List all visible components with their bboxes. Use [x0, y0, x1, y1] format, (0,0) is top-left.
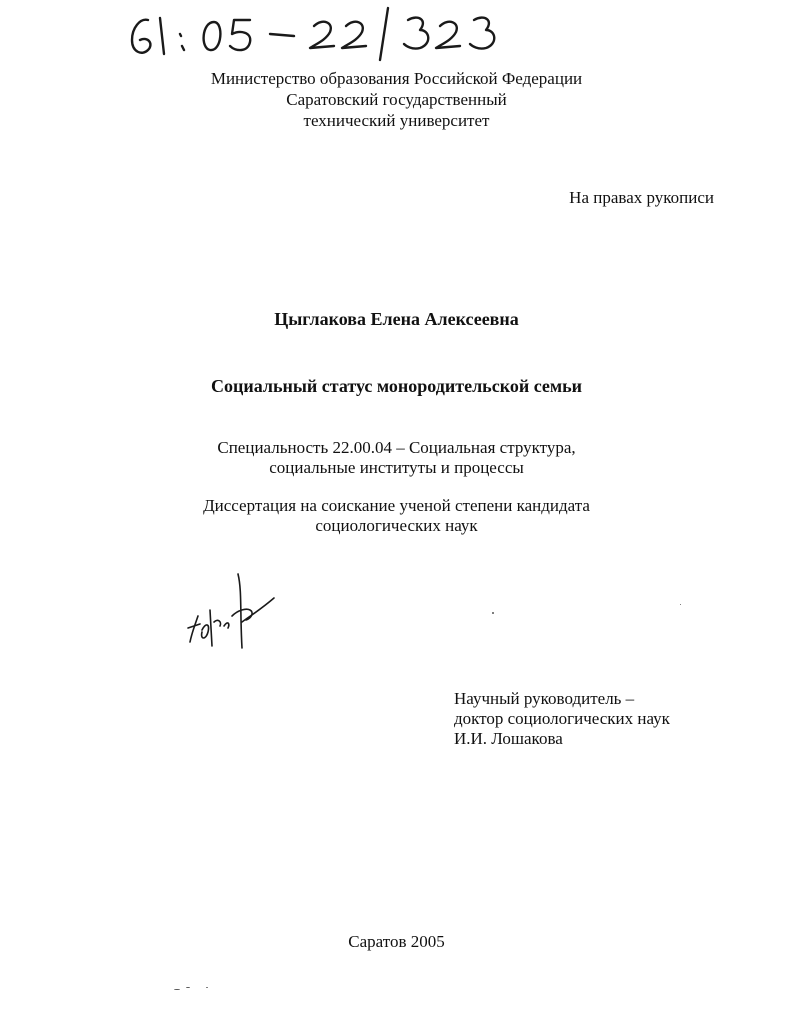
university-line-2: технический университет: [303, 111, 490, 130]
supervisor-name: И.И. Лошакова: [454, 729, 563, 748]
dissertation-title: Социальный статус монородительской семьи: [210, 376, 583, 396]
scan-speck: [206, 987, 208, 988]
scan-speck: [492, 612, 494, 614]
supervisor-label: Научный руководитель –: [454, 689, 635, 708]
ministry-line: Министерство образования Российской Федерации: [210, 69, 583, 88]
handwritten-signature: [180, 570, 280, 650]
degree-line-2: социологических наук: [315, 516, 478, 535]
manuscript-rights-note: На правах рукописи: [569, 188, 714, 207]
degree-line-1: Диссертация на соискание ученой степени кандидата: [203, 496, 590, 515]
university-line-1: Саратовский государственный: [286, 90, 507, 109]
specialty-line-2: социальные институты и процессы: [269, 458, 524, 477]
scan-speck: [174, 989, 180, 990]
scan-speck: [186, 987, 190, 988]
author-name: Цыглакова Елена Алексеевна: [274, 309, 519, 329]
handwritten-archive-code: [118, 0, 538, 62]
supervisor-degree: доктор социологических наук: [454, 709, 670, 728]
scan-speck: [680, 604, 681, 605]
city-year: Саратов 2005: [348, 932, 445, 951]
specialty-line-1: Специальность 22.00.04 – Социальная структура,: [217, 438, 576, 457]
